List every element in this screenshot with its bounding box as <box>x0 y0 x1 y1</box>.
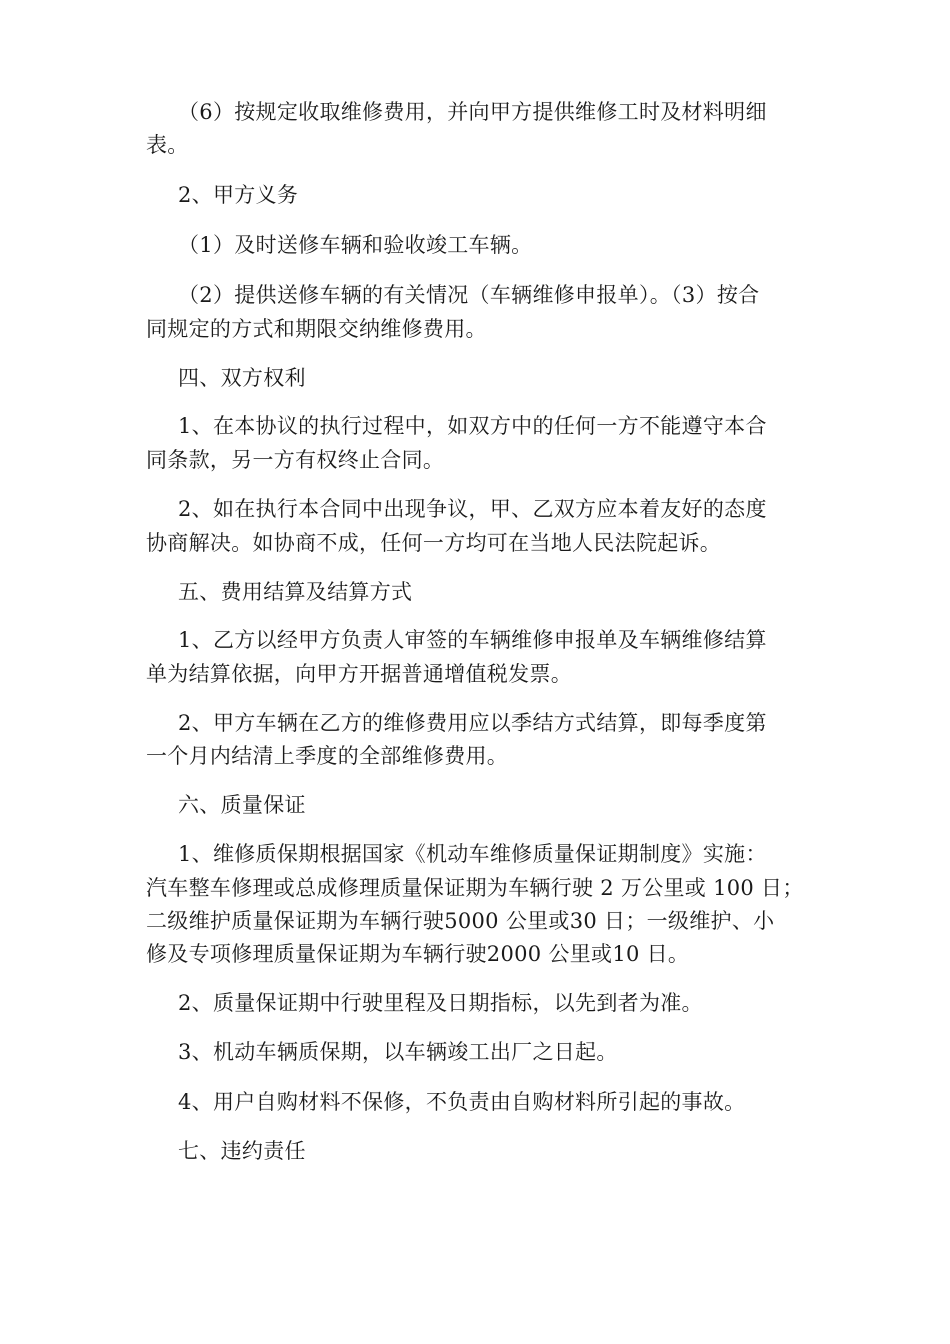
text-line: 二级维护质量保证期为车辆行驶5000 公里或30 日；一级维护、小 <box>146 909 775 933</box>
section-heading: 四、双方权利 <box>178 366 306 390</box>
text-line: 4、用户自购材料不保修，不负责由自购材料所引起的事故。 <box>178 1090 746 1114</box>
text-line: 一个月内结清上季度的全部维修费用。 <box>146 744 509 768</box>
text-line: 2、质量保证期中行驶里程及日期指标，以先到者为准。 <box>178 991 703 1015</box>
text-line: 2、如在执行本合同中出现争议，甲、乙双方应本着友好的态度 <box>178 497 767 521</box>
text-line: 3、机动车辆质保期，以车辆竣工出厂之日起。 <box>178 1040 618 1064</box>
section-heading: 五、费用结算及结算方式 <box>178 580 413 604</box>
text-line: 1、乙方以经甲方负责人审签的车辆维修申报单及车辆维修结算 <box>178 628 767 652</box>
text-line: 2、甲方车辆在乙方的维修费用应以季结方式结算，即每季度第 <box>178 711 767 735</box>
text-line: （2）提供送修车辆的有关情况（车辆维修申报单）。（3）按合 <box>178 283 760 307</box>
text-line: 同条款，另一方有权终止合同。 <box>146 448 445 472</box>
text-line: （1）及时送修车辆和验收竣工车辆。 <box>178 233 533 257</box>
text-line: 1、在本协议的执行过程中，如双方中的任何一方不能遵守本合 <box>178 414 767 438</box>
text-line: 汽车整车修理或总成修理质量保证期为车辆行驶 2 万公里或 100 日； <box>146 876 804 900</box>
section-heading: 七、违约责任 <box>178 1139 306 1163</box>
text-line: 单为结算依据，向甲方开据普通增值税发票。 <box>146 662 572 686</box>
text-line: 1、维修质保期根据国家《机动车维修质量保证期制度》实施： <box>178 842 767 866</box>
section-heading: 六、质量保证 <box>178 793 306 817</box>
text-line: 表。 <box>146 133 189 157</box>
section-heading: 2、甲方义务 <box>178 183 299 207</box>
text-line: （6）按规定收取维修费用，并向甲方提供维修工时及材料明细 <box>178 100 767 124</box>
text-line: 同规定的方式和期限交纳维修费用。 <box>146 317 487 341</box>
text-line: 修及专项修理质量保证期为车辆行驶2000 公里或10 日。 <box>146 942 690 966</box>
text-line: 协商解决。如协商不成，任何一方均可在当地人民法院起诉。 <box>146 531 722 555</box>
